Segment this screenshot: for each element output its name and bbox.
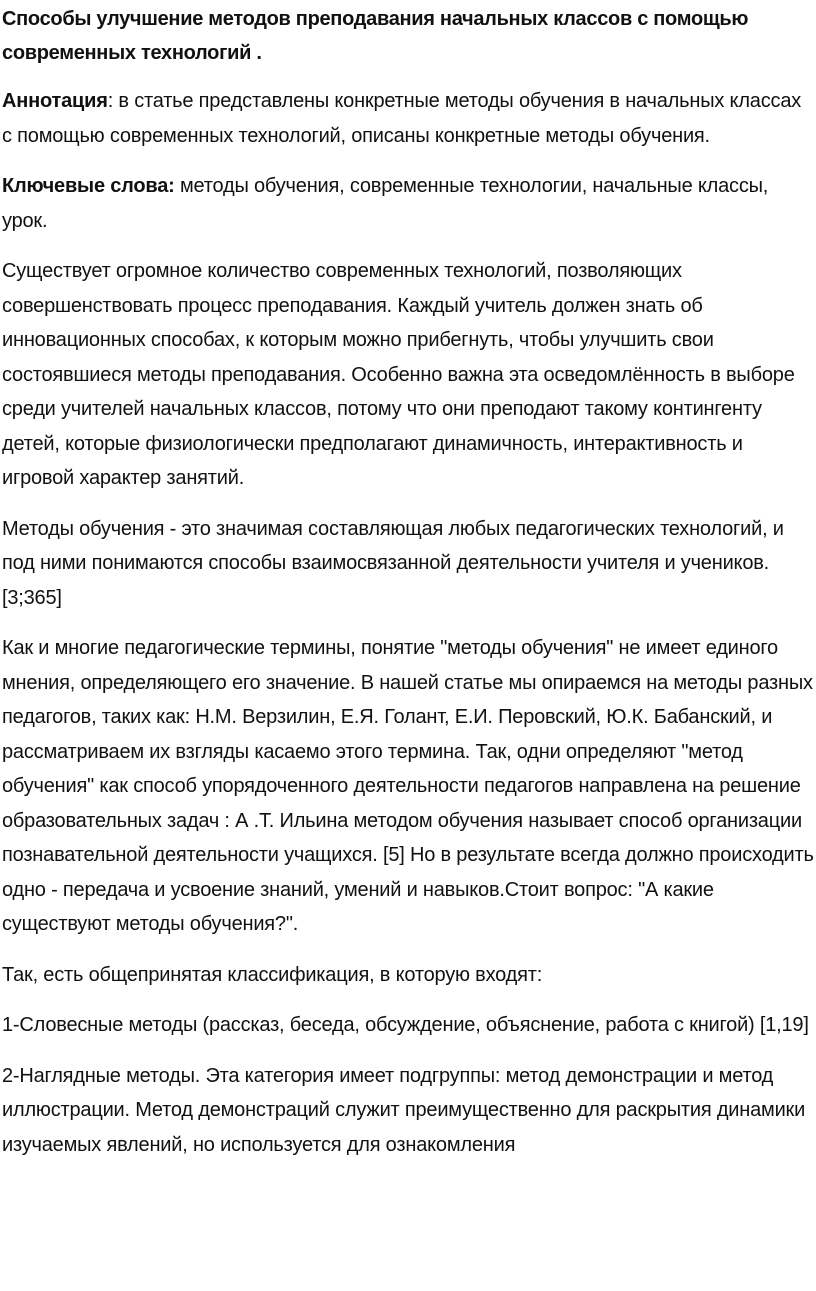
- body-paragraph: Методы обучения - это значимая составляющая любых педагогических технологий, и под ними понимаются способы взаимосвязанной деятельности учителя и учеников. [3;365]: [2, 517, 784, 609]
- keywords-paragraph: [2, 169, 816, 238]
- body-paragraph: Так, есть общепринятая классификация, в которую входят:: [2, 963, 543, 986]
- body-paragraph: Как и многие педагогические термины, понятие "методы обучения" не имеет единого мнения, определяющего его значение. В нашей статье мы опираемся на методы разных педагогов, таких как: Н.М. Верзилин, Е.Я. Голант, Е.И. Перовский, Ю.К. Бабанский, и рассматриваем их взгляды касаемо этого термина. Так, одни определяют "метод обучения" как способ упорядоченного деятельности педагогов направлена на решение образовательных задач : А .Т. Ильина методом обучения называет способ организации познавательной деятельности учащихся. [5] Но в результате всегда должно происходить одно - передача и усвоение знаний, умений и навыков.Стоит вопрос: "А какие существуют методы обучения?".: [2, 637, 814, 935]
- document-title: Способы улучшение методов преподавания начальных классов с помощью современных технологий .: [2, 8, 749, 64]
- keywords-text: методы обучения, современные технологии, начальные классы, урок.: [2, 175, 769, 232]
- keywords-label: Ключевые слова:: [2, 175, 175, 197]
- list-item-verbal-methods: 1-Словесные методы (рассказ, беседа, обсуждение, объяснение, работа с книгой) [1,19]: [2, 1014, 809, 1036]
- annotation-text: : в статье представлены конкретные методы обучения в начальных классах с помощью современных технологий, описаны конкретные методы обучения.: [2, 90, 802, 147]
- annotation-label: Аннотация: [2, 90, 108, 112]
- body-paragraph: Существует огромное количество современных технологий, позволяющих совершенствовать процесс преподавания. Каждый учитель должен знать об инновационных способах, к которым можно прибегнуть, чтобы улучшить свои состоявшиеся методы преподавания. Особенно важна эта осведомлённость в выборе среди учителей начальных классов, потому что они преподают такому контингенту детей, которые физиологически предполагают динамичность, интерактивность и игровой характер занятий.: [2, 260, 795, 489]
- annotation-paragraph: [2, 84, 816, 153]
- list-item-visual-methods: 2-Наглядные методы. Эта категория имеет подгруппы: метод демонстрации и метод иллюстрации. Метод демонстраций служит преимущественно для раскрытия динамики изучаемых явлений, но используется для ознакомления: [2, 1064, 806, 1156]
